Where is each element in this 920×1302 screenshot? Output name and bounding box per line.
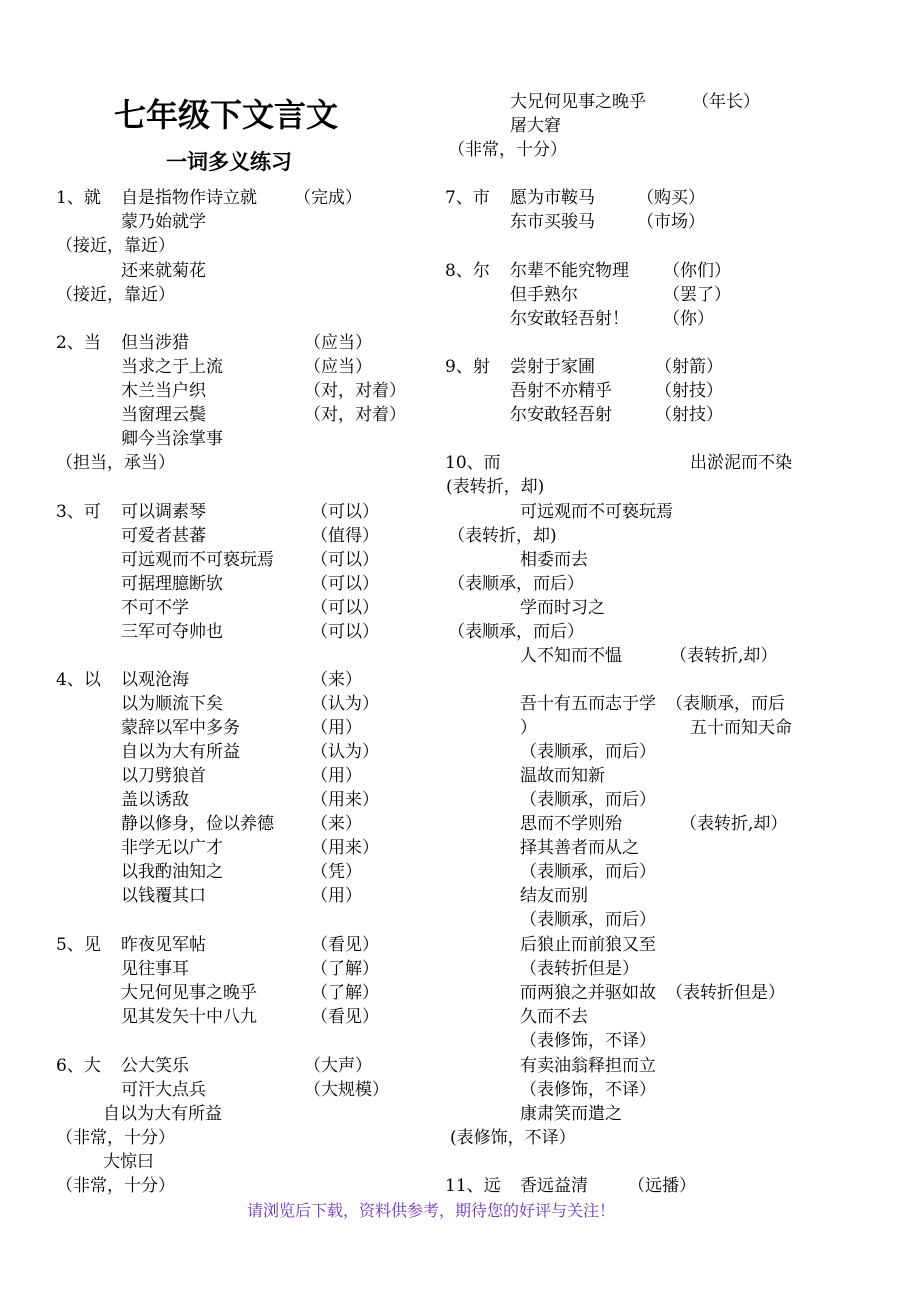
page-title: 七年级下文言文: [114, 96, 339, 134]
example-sentence: 不可不学: [121, 598, 189, 618]
example-sentence: 久而不去: [520, 1007, 588, 1027]
meaning: （应当）: [304, 357, 372, 377]
meaning: ）: [520, 718, 537, 738]
meaning: （年长）: [692, 92, 760, 112]
example-sentence: 择其善者而从之: [520, 838, 639, 858]
example-sentence: 东市买骏马: [510, 212, 595, 232]
example-sentence: 大兄何见事之晚乎: [510, 92, 646, 112]
example-sentence: 后狼止而前狼又至: [520, 935, 656, 955]
example-sentence: 以为顺流下矣: [121, 694, 223, 714]
meaning: （对，对着）: [304, 405, 406, 425]
meaning: （认为）: [311, 694, 379, 714]
meaning: （用）: [311, 718, 362, 738]
example-sentence: 可远观而不可亵玩焉: [520, 502, 673, 522]
example-sentence: 以钱覆其口: [121, 886, 206, 906]
meaning: （表顺承，而后）: [520, 862, 656, 882]
meaning: （你们）: [663, 261, 731, 281]
page-subtitle: 一词多义练习: [166, 149, 292, 174]
example-sentence: 相委而去: [520, 550, 588, 570]
footer-note: 请浏览后下载，资料供参考，期待您的好评与关注！: [247, 1201, 616, 1220]
entry-number: 9、射: [445, 357, 490, 377]
meaning: （凭）: [311, 862, 362, 882]
meaning: （表转折但是）: [666, 983, 785, 1003]
meaning: （了解）: [311, 959, 379, 979]
example-sentence: 昨夜见军帖: [121, 935, 206, 955]
example-sentence: 吾射不亦精乎: [510, 381, 612, 401]
meaning: （应当）: [304, 333, 372, 353]
example-sentence: 而两狼之并驱如故: [520, 983, 656, 1003]
meaning: （可以）: [311, 502, 379, 522]
entry-number: 1、就: [56, 188, 101, 208]
meaning: （非常，十分）: [56, 1128, 175, 1148]
meaning: （表修饰，不译）: [520, 1080, 656, 1100]
meaning: （来）: [311, 814, 362, 834]
meaning: （非常，十分）: [56, 1176, 175, 1196]
example-sentence: 可远观而不可亵玩焉: [121, 550, 274, 570]
meaning: （射技）: [655, 381, 723, 401]
entry-number: 8、尔: [445, 261, 490, 281]
example-sentence: 大惊曰: [103, 1152, 154, 1172]
meaning: （来）: [311, 670, 362, 690]
meaning: （用来）: [311, 790, 379, 810]
example-sentence: 人不知而不愠: [520, 646, 622, 666]
example-sentence: 可爱者甚蕃: [121, 526, 206, 546]
example-sentence: 三军可夺帅也: [121, 622, 223, 642]
example-sentence: 结友而别: [520, 886, 588, 906]
meaning: (表转折，却): [446, 477, 545, 497]
entry-number: 2、当: [56, 333, 101, 353]
meaning: (表修饰，不译）: [450, 1128, 576, 1148]
example-sentence: 屠大窘: [510, 116, 561, 136]
example-sentence: 木兰当户织: [121, 381, 206, 401]
meaning: （表转折但是）: [520, 959, 639, 979]
meaning: （值得）: [311, 526, 379, 546]
example-sentence: 五十而知天命: [690, 718, 792, 738]
meaning: （市场）: [637, 212, 705, 232]
entry-number: 10、而: [445, 453, 501, 473]
meaning: （你）: [663, 309, 714, 329]
example-sentence: 见往事耳: [121, 959, 189, 979]
meaning: （表转折,却）: [680, 814, 788, 834]
example-sentence: 温故而知新: [520, 766, 605, 786]
example-sentence: 还来就菊花: [121, 261, 206, 281]
meaning: （可以）: [311, 550, 379, 570]
meaning: （可以）: [311, 574, 379, 594]
example-sentence: 蒙乃始就学: [121, 212, 206, 232]
example-sentence: 以观沧海: [121, 670, 189, 690]
meaning: （射技）: [655, 405, 723, 425]
example-sentence: 尔安敢轻吾射: [510, 405, 612, 425]
example-sentence: 静以修身，俭以养德: [121, 814, 274, 834]
example-sentence: 自以为大有所益: [103, 1104, 222, 1124]
example-sentence: 盖以诱敌: [121, 790, 189, 810]
entry-number: 4、以: [56, 670, 101, 690]
meaning: （可以）: [311, 622, 379, 642]
example-sentence: 康肃笑而遣之: [520, 1104, 622, 1124]
example-sentence: 以我酌油知之: [121, 862, 223, 882]
example-sentence: 可据理臆断欤: [121, 574, 223, 594]
example-sentence: 出淤泥而不染: [690, 453, 792, 473]
meaning: （射箭）: [655, 357, 723, 377]
example-sentence: 尔安敢轻吾射！: [510, 309, 629, 329]
example-sentence: 大兄何见事之晚乎: [121, 983, 257, 1003]
entry-number: 5、见: [56, 935, 101, 955]
meaning: （接近，靠近）: [56, 236, 175, 256]
meaning: （看见）: [311, 1007, 379, 1027]
example-sentence: 非学无以广才: [121, 838, 223, 858]
meaning: （表转折，却): [448, 526, 557, 546]
meaning: （用）: [311, 766, 362, 786]
meaning: （对，对着）: [304, 381, 406, 401]
meaning: （认为）: [311, 742, 379, 762]
example-sentence: 香远益清: [520, 1176, 588, 1196]
meaning: （表顺承，而后）: [448, 622, 584, 642]
meaning: （大规模）: [304, 1080, 389, 1100]
meaning: （表修饰，不译）: [520, 1031, 656, 1051]
meaning: （了解）: [311, 983, 379, 1003]
example-sentence: 当窗理云鬓: [121, 405, 206, 425]
meaning: （罢了）: [663, 285, 731, 305]
example-sentence: 当求之于上流: [121, 357, 223, 377]
example-sentence: 可汗大点兵: [121, 1080, 206, 1100]
example-sentence: 公大笑乐: [121, 1056, 189, 1076]
meaning: （用）: [311, 886, 362, 906]
example-sentence: 学而时习之: [520, 598, 605, 618]
entry-number: 6、大: [56, 1056, 101, 1076]
meaning: （非常，十分）: [448, 140, 567, 160]
example-sentence: 尝射于家圃: [510, 357, 595, 377]
meaning: （大声）: [304, 1056, 372, 1076]
example-sentence: 但手熟尔: [510, 285, 578, 305]
example-sentence: 自以为大有所益: [121, 742, 240, 762]
meaning: （看见）: [311, 935, 379, 955]
example-sentence: 但当涉猎: [121, 333, 189, 353]
meaning: （表顺承，而后）: [448, 574, 584, 594]
example-sentence: 自是指物作诗立就: [121, 188, 257, 208]
entry-number: 11、远: [445, 1176, 501, 1196]
example-sentence: 有卖油翁释担而立: [520, 1056, 656, 1076]
meaning: （接近，靠近）: [56, 285, 175, 305]
example-sentence: 思而不学则殆: [520, 814, 622, 834]
example-sentence: 以刀劈狼首: [121, 766, 206, 786]
entry-number: 7、市: [445, 188, 490, 208]
example-sentence: 尔辈不能究物理: [510, 261, 629, 281]
meaning: （表顺承，而后）: [520, 742, 656, 762]
entry-number: 3、可: [56, 502, 101, 522]
meaning: （表顺承，而后）: [520, 790, 656, 810]
example-sentence: 蒙辞以军中多务: [121, 718, 240, 738]
example-sentence: 卿今当涂掌事: [121, 429, 223, 449]
meaning: （表顺承，而后）: [520, 910, 656, 930]
example-sentence: 愿为市鞍马: [510, 188, 595, 208]
example-sentence: 可以调素琴: [121, 502, 206, 522]
meaning: （表顺承，而后: [666, 694, 785, 714]
meaning: （担当，承当）: [56, 453, 175, 473]
meaning: （用来）: [311, 838, 379, 858]
meaning: （可以）: [311, 598, 379, 618]
example-sentence: 吾十有五而志于学: [520, 694, 656, 714]
meaning: （表转折,却）: [670, 646, 778, 666]
meaning: （完成）: [294, 188, 362, 208]
example-sentence: 见其发矢十中八九: [121, 1007, 257, 1027]
meaning: （远播）: [628, 1176, 696, 1196]
meaning: （购买）: [637, 188, 705, 208]
